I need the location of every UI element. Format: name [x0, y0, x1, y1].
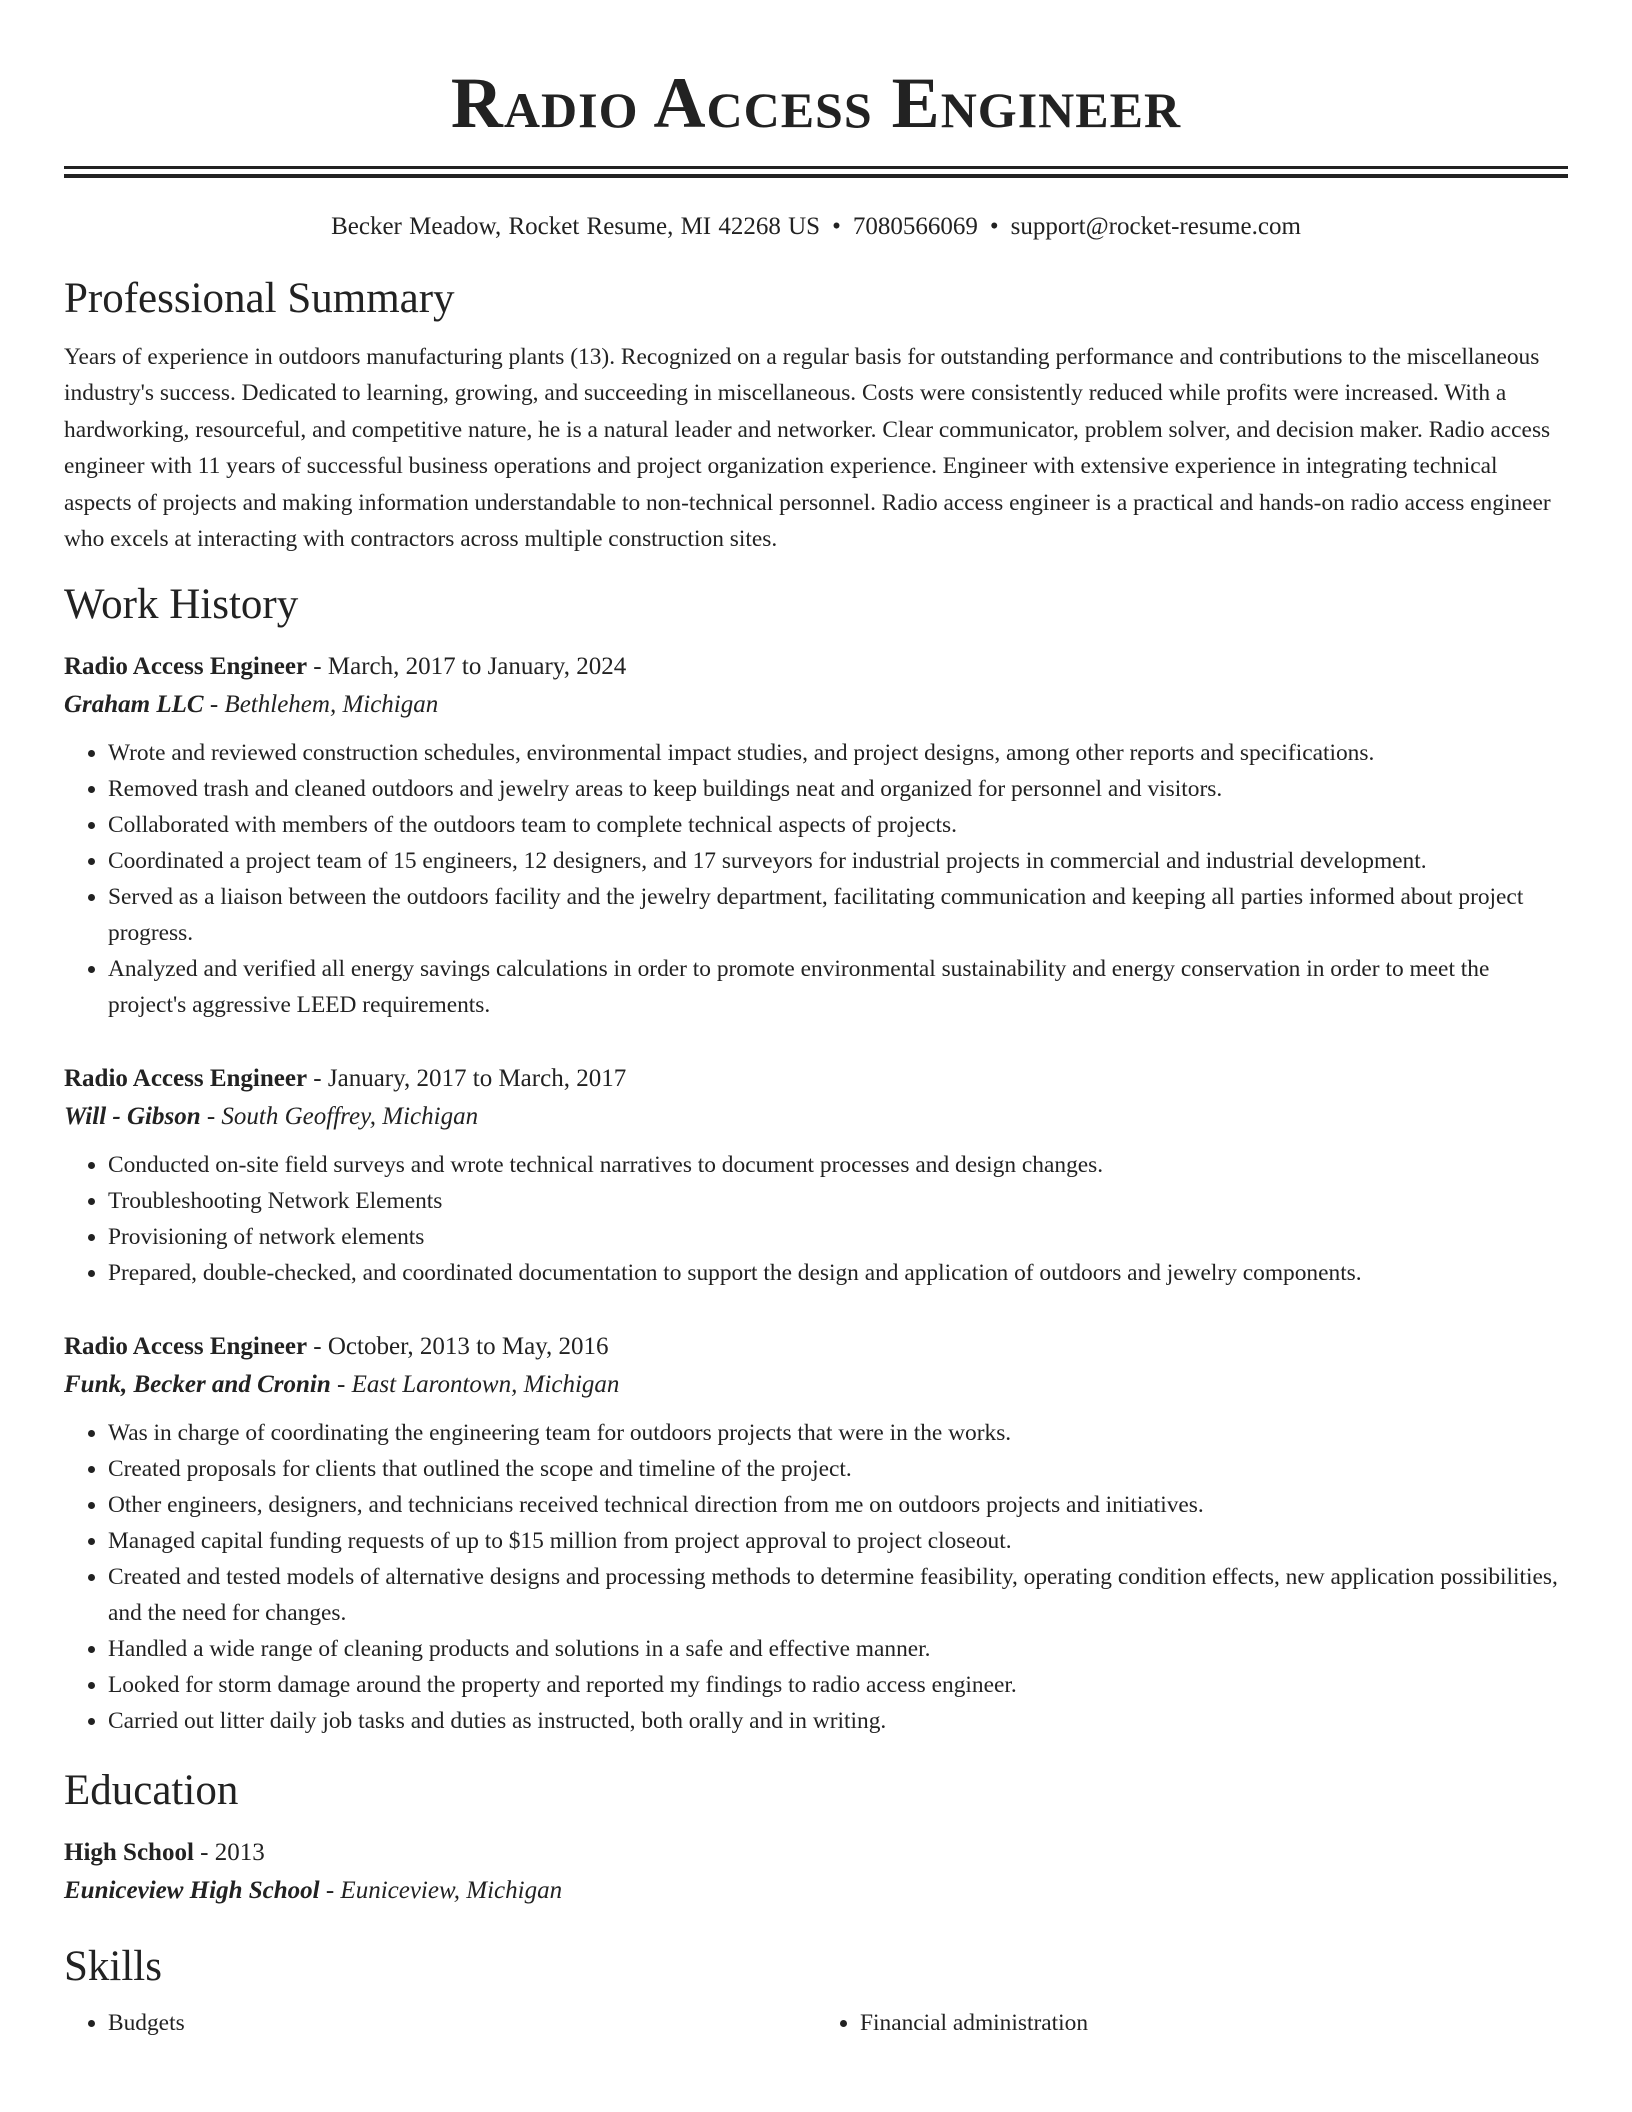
list-item: • Analyzed and verified all energy savings calculations in order to promote environmental sustainability and energy conservation in order to meet the project's aggressive LEED requirements. — [108, 951, 1568, 1023]
skills-section — [64, 1941, 1568, 2041]
job-location: - South Geoffrey, Michigan — [200, 1103, 479, 1131]
list-item: • Removed trash and cleaned outdoors and jewelry areas to keep buildings neat and organized for personnel and visitors. — [108, 771, 1568, 807]
job-bullets — [64, 1147, 1568, 1291]
job-title: Radio Access Engineer — [64, 1333, 308, 1361]
job-title-line — [64, 649, 1568, 685]
list-item: • Collaborated with members of the outdoors team to complete technical aspects of projects. — [108, 807, 1568, 843]
skills-column-right — [816, 2005, 1568, 2041]
job-title: Radio Access Engineer — [64, 1065, 308, 1093]
title-divider-bottom — [64, 174, 1568, 178]
job-location: - Bethlehem, Michigan — [203, 691, 439, 719]
education-degree-line — [64, 1835, 1568, 1871]
job-location: - East Larontown, Michigan — [330, 1371, 620, 1399]
education-school-line — [64, 1871, 1568, 1911]
job-company-line — [64, 685, 1568, 725]
summary-text: Years of experience in outdoors manufacturing plants (13). Recognized on a regular basis for outstanding performance and contributions to the miscellaneous industry's success. Dedicated to learning, growing, and succeeding in miscellaneous. Costs were consistently reduced while profits were increased. With a hardworking, resourceful, and competitive nature, he is a natural leader and networker. Clear communicator, problem solver, and decision maker. Radio access engineer with 11 years of successful business operations and project organization experience. Engineer with extensive experience in integrating technical aspects of projects and making information understandable to non-technical personnel. Radio access engineer is a practical and hands-on radio access engineer who excels at interacting with contractors across multiple construction sites. — [64, 344, 1551, 553]
list-item: • Managed capital funding requests of up to $15 million from project approval to project closeout. — [108, 1523, 1568, 1559]
list-item: • Prepared, double-checked, and coordinated documentation to support the design and application of outdoors and jewelry components. — [108, 1255, 1568, 1291]
resume-page — [64, 0, 1568, 2041]
contact-line — [64, 211, 1568, 243]
summary-heading: Professional Summary — [64, 275, 455, 322]
contact-email: support@rocket-resume.com — [1010, 213, 1301, 240]
job-entry — [64, 1329, 1568, 1739]
list-item: • Other engineers, designers, and technicians received technical direction from me on outdoors projects and initiatives. — [108, 1487, 1568, 1523]
list-item: • Served as a liaison between the outdoors facility and the jewelry department, facilitating communication and keeping all parties informed about project progress. — [108, 879, 1568, 951]
job-bullets — [64, 735, 1568, 1023]
list-item: • Coordinated a project team of 15 engineers, 12 designers, and 17 surveyors for industrial projects in commercial and industrial development. — [108, 843, 1568, 879]
education-school: Euniceview High School — [64, 1877, 320, 1905]
skills-column-left — [64, 2005, 816, 2041]
job-title-line — [64, 1329, 1568, 1365]
list-item: • Conducted on-site field surveys and wrote technical narratives to document processes and design changes. — [108, 1147, 1568, 1183]
job-company: Funk, Becker and Cronin — [64, 1371, 331, 1399]
education-year: - 2013 — [193, 1839, 265, 1867]
contact-address: Becker Meadow, Rocket Resume, MI 42268 US — [331, 213, 821, 240]
title-divider-top — [64, 166, 1568, 169]
job-company: Will - Gibson — [64, 1103, 201, 1131]
list-item: • Was in charge of coordinating the engineering team for outdoors projects that were in the works. — [108, 1415, 1568, 1451]
list-item: • Carried out litter daily job tasks and duties as instructed, both orally and in writing. — [108, 1703, 1568, 1739]
job-company-line — [64, 1365, 1568, 1405]
contact-separator: • — [989, 213, 999, 240]
education-section — [64, 1765, 1568, 1911]
list-item: • Provisioning of network elements — [108, 1219, 1568, 1255]
list-item: • Created proposals for clients that outlined the scope and timeline of the project. — [108, 1451, 1568, 1487]
summary-section — [64, 273, 1568, 557]
skill-item: • Budgets — [108, 2005, 816, 2041]
list-item: • Created and tested models of alternative designs and processing methods to determine feasibility, operating condition effects, new application possibilities, and the need for changes. — [108, 1559, 1568, 1631]
work-history-heading: Work History — [64, 581, 299, 629]
job-dates: - January, 2017 to March, 2017 — [307, 1065, 627, 1093]
list-item: • Troubleshooting Network Elements — [108, 1183, 1568, 1219]
job-dates: - March, 2017 to January, 2024 — [307, 653, 627, 681]
education-entry — [64, 1835, 1568, 1911]
work-history-section — [64, 579, 1568, 1739]
skills-grid — [64, 2005, 1568, 2041]
education-degree: High School — [64, 1839, 194, 1867]
job-company: Graham LLC — [64, 691, 204, 719]
education-location: - Euniceview, Michigan — [319, 1877, 563, 1905]
job-dates: - October, 2013 to May, 2016 — [307, 1333, 609, 1361]
job-title: Radio Access Engineer — [64, 653, 308, 681]
list-item: • Looked for storm damage around the property and reported my findings to radio access engineer. — [108, 1667, 1568, 1703]
list-item: • Handled a wide range of cleaning products and solutions in a safe and effective manner. — [108, 1631, 1568, 1667]
list-item: • Wrote and reviewed construction schedules, environmental impact studies, and project designs, among other reports and specifications. — [108, 735, 1568, 771]
job-company-line — [64, 1097, 1568, 1137]
resume-title: Radio Access Engineer — [450, 63, 1182, 143]
job-bullets — [64, 1415, 1568, 1739]
job-title-line — [64, 1061, 1568, 1097]
contact-separator: • — [832, 213, 841, 240]
contact-phone: 7080566069 — [852, 213, 978, 240]
skill-item: • Financial administration — [860, 2005, 1568, 2041]
education-heading: Education — [64, 1767, 239, 1815]
job-entry — [64, 649, 1568, 1023]
skills-heading: Skills — [64, 1943, 162, 1991]
job-entry — [64, 1061, 1568, 1291]
